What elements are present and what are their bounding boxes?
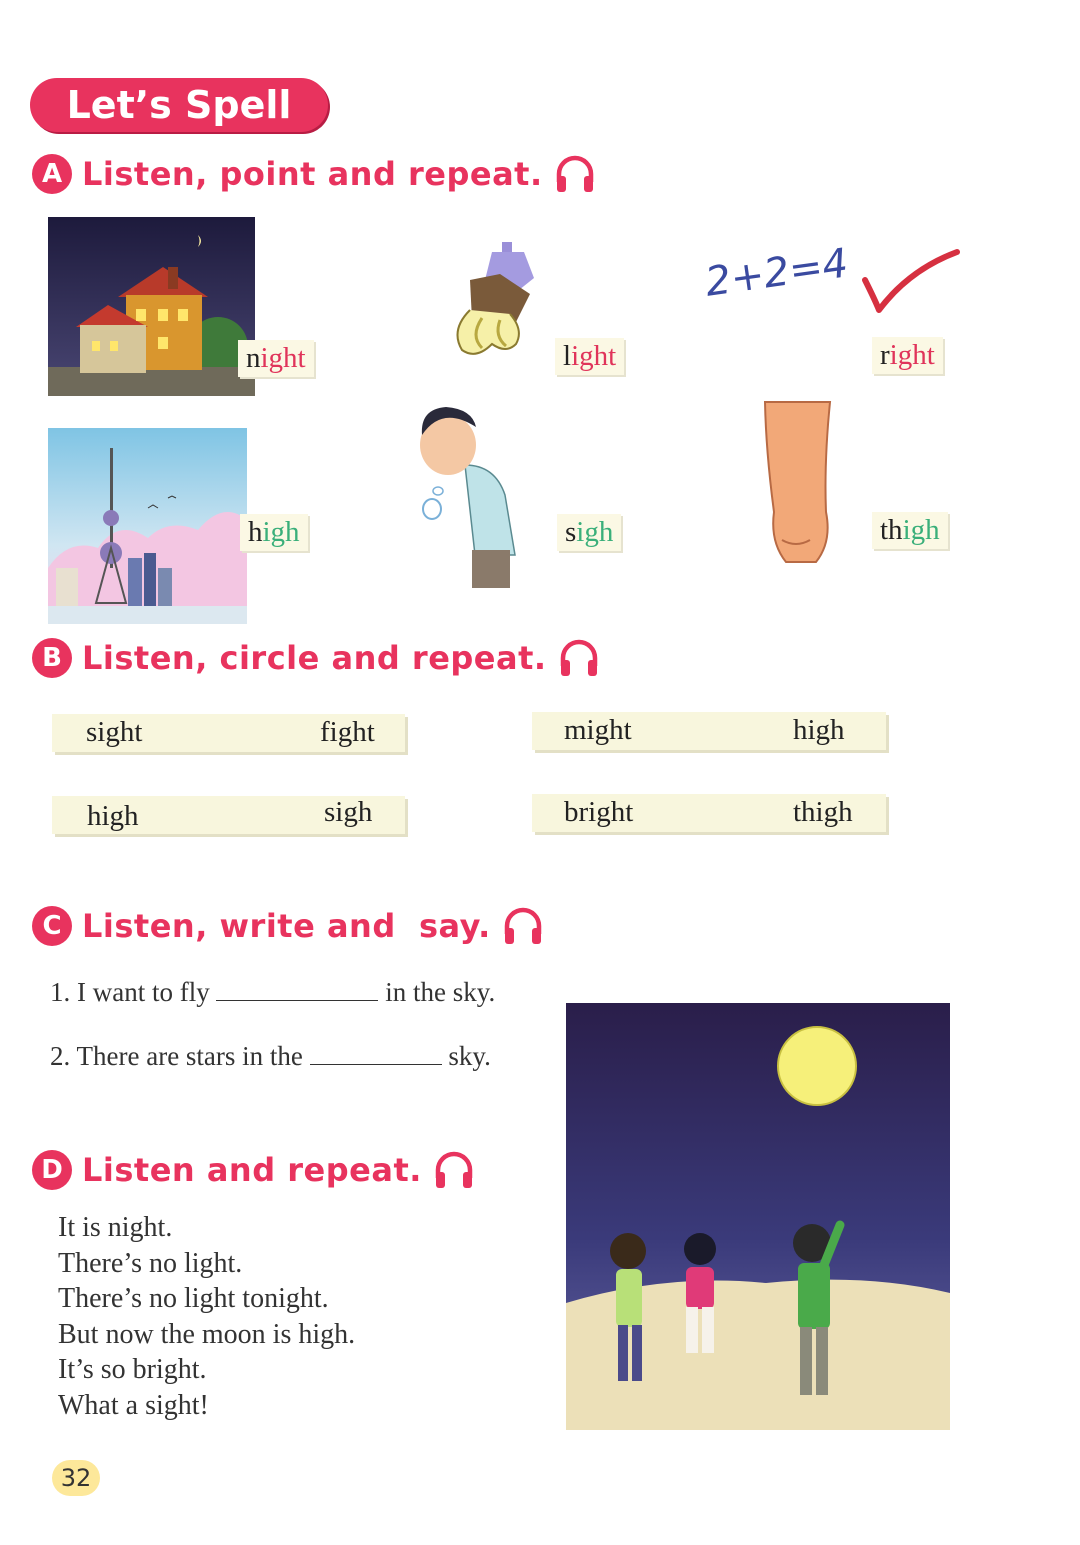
section-c-letter: C bbox=[32, 906, 72, 946]
city-tower-image bbox=[48, 428, 247, 624]
headphone-icon[interactable] bbox=[432, 1148, 476, 1192]
choice-word[interactable]: sigh bbox=[324, 796, 373, 828]
choice-word[interactable]: bright bbox=[564, 796, 634, 828]
choice-word[interactable]: sight bbox=[86, 716, 143, 748]
word-sigh: sigh bbox=[557, 514, 621, 551]
section-c-title: Listen, write and say. bbox=[82, 907, 491, 945]
section-d-title: Listen and repeat. bbox=[82, 1151, 422, 1189]
section-a-title: Listen, point and repeat. bbox=[82, 155, 543, 193]
page-title: Let’s Spell bbox=[30, 78, 328, 132]
word-light: light bbox=[555, 338, 624, 375]
section-b-letter: B bbox=[32, 638, 72, 678]
section-d-heading bbox=[32, 1148, 476, 1192]
choice-word[interactable]: might bbox=[564, 714, 632, 746]
word-night: night bbox=[238, 340, 314, 377]
light-bulb-image bbox=[430, 240, 545, 365]
headphone-icon[interactable] bbox=[501, 904, 545, 948]
moon-night-scene-image bbox=[566, 1003, 950, 1430]
section-a-heading bbox=[32, 152, 597, 196]
checkmark-icon bbox=[860, 248, 960, 318]
sentence-2: 2. There are stars in the sky. bbox=[50, 1041, 491, 1071]
answer-blank-2[interactable] bbox=[310, 1044, 442, 1065]
word-pair-box bbox=[532, 794, 886, 832]
poem-line: What a sight! bbox=[58, 1389, 209, 1421]
thigh-leg-image bbox=[760, 400, 835, 565]
word-right: right bbox=[872, 337, 943, 374]
poem-line: There’s no light. bbox=[58, 1247, 243, 1279]
word-pair-box bbox=[532, 712, 886, 750]
choice-word[interactable]: high bbox=[87, 800, 139, 832]
headphone-icon[interactable] bbox=[557, 636, 601, 680]
sentence-1: 1. I want to fly in the sky. bbox=[50, 977, 496, 1007]
poem-line: But now the moon is high. bbox=[58, 1318, 356, 1350]
word-pair-box bbox=[52, 796, 405, 834]
section-d-letter: D bbox=[32, 1150, 72, 1190]
poem bbox=[58, 1210, 355, 1423]
word-pair-box bbox=[52, 714, 405, 752]
headphone-icon[interactable] bbox=[553, 152, 597, 196]
choice-word[interactable]: fight bbox=[320, 716, 375, 748]
house-at-night-image bbox=[48, 217, 255, 396]
poem-line: It is night. bbox=[58, 1212, 173, 1243]
page-number: 32 bbox=[52, 1460, 100, 1496]
answer-blank-1[interactable] bbox=[216, 980, 378, 1001]
choice-word[interactable]: high bbox=[793, 714, 845, 746]
math-equation: 2+2=4 bbox=[702, 240, 851, 306]
section-c-heading bbox=[32, 904, 545, 948]
word-high: high bbox=[240, 514, 308, 551]
section-b-title: Listen, circle and repeat. bbox=[82, 639, 547, 677]
sighing-boy-image bbox=[410, 405, 525, 590]
poem-line: It’s so bright. bbox=[58, 1354, 207, 1385]
section-a-letter: A bbox=[32, 154, 72, 194]
section-b-heading bbox=[32, 636, 601, 680]
word-thigh: thigh bbox=[872, 512, 948, 549]
poem-line: There’s no light tonight. bbox=[58, 1283, 329, 1314]
choice-word[interactable]: thigh bbox=[793, 796, 853, 828]
